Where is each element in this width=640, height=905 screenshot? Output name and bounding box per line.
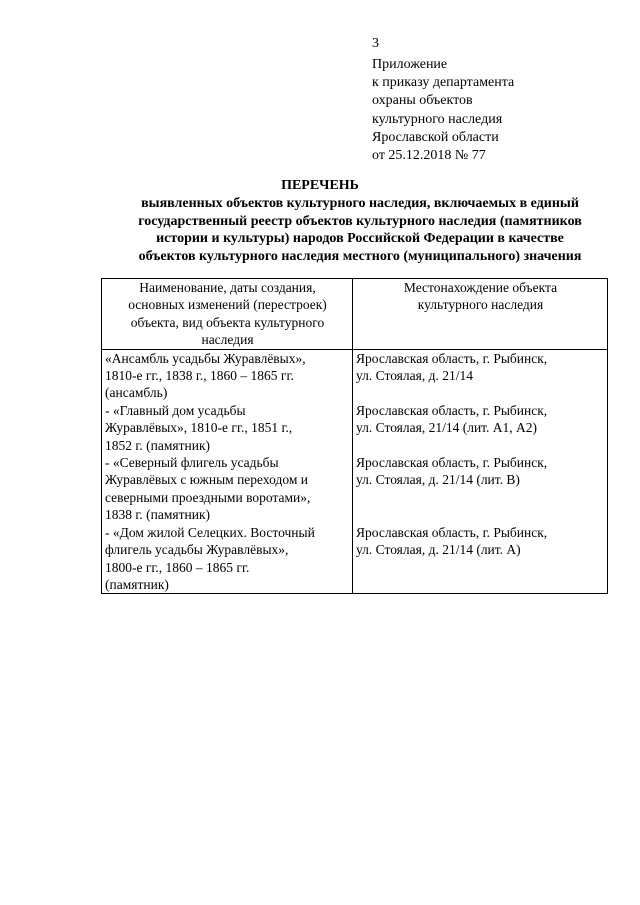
table-row	[102, 349, 608, 594]
subtitle-line: выявленных объектов культурного наследия, включаемых в единый	[141, 196, 579, 211]
appendix-line: от 25.12.2018 № 77	[372, 148, 486, 164]
object-entry: - «Северный флигель усадьбы Журавлёвых с южным переходом и северными проездными воротами», 1838 г. (памятник)	[105, 455, 311, 523]
location-entry: Ярославская область, г. Рыбинск, ул. Стоялая, д. 21/14 (лит. А)	[356, 524, 548, 558]
object-entry: - «Дом жилой Селецких. Восточный флигель усадьбы Журавлёвых», 1800-е гг., 1860 – 1865 гг. (памятник)	[105, 524, 315, 592]
heritage-table	[101, 278, 608, 594]
subtitle-line: истории и культуры) народов Российской Федерации в качестве	[156, 231, 564, 246]
names-cell	[102, 349, 353, 594]
appendix-line: культурного наследия	[372, 111, 503, 127]
document-title: ПЕРЕЧЕНЬ	[281, 178, 359, 193]
appendix-line: охраны объектов	[372, 93, 473, 109]
appendix-line: к приказу департамента	[372, 75, 515, 91]
locations-cell	[353, 349, 608, 594]
location-entry: Ярославская область, г. Рыбинск, ул. Стоялая, 21/14 (лит. А1, А2)	[356, 402, 548, 436]
appendix-line: Ярославской области	[372, 129, 499, 145]
table-header-row	[102, 279, 608, 350]
object-entry: - «Главный дом усадьбы Журавлёвых», 1810-е гг., 1851 г., 1852 г. (памятник)	[105, 402, 293, 453]
document-subtitle	[106, 195, 614, 265]
page-number: 3	[372, 36, 379, 51]
object-entry: «Ансамбль усадьбы Журавлёвых», 1810-е гг., 1838 г., 1860 – 1865 гг. (ансамбль)	[105, 350, 306, 401]
header-name: Наименование, даты создания, основных изменений (перестроек) объекта, вид объекта культурного наследия	[102, 279, 353, 350]
appendix-block	[372, 56, 514, 165]
subtitle-line: государственный реестр объектов культурного наследия (памятников	[138, 213, 582, 229]
appendix-line: Приложение	[372, 57, 448, 72]
location-entry: Ярославская область, г. Рыбинск, ул. Стоялая, д. 21/14	[356, 350, 548, 384]
location-entry: Ярославская область, г. Рыбинск, ул. Стоялая, д. 21/14 (лит. В)	[356, 455, 548, 488]
header-location: Местонахождение объекта культурного наследия	[353, 279, 608, 350]
subtitle-line: объектов культурного наследия местного (муниципального) значения	[138, 248, 582, 264]
